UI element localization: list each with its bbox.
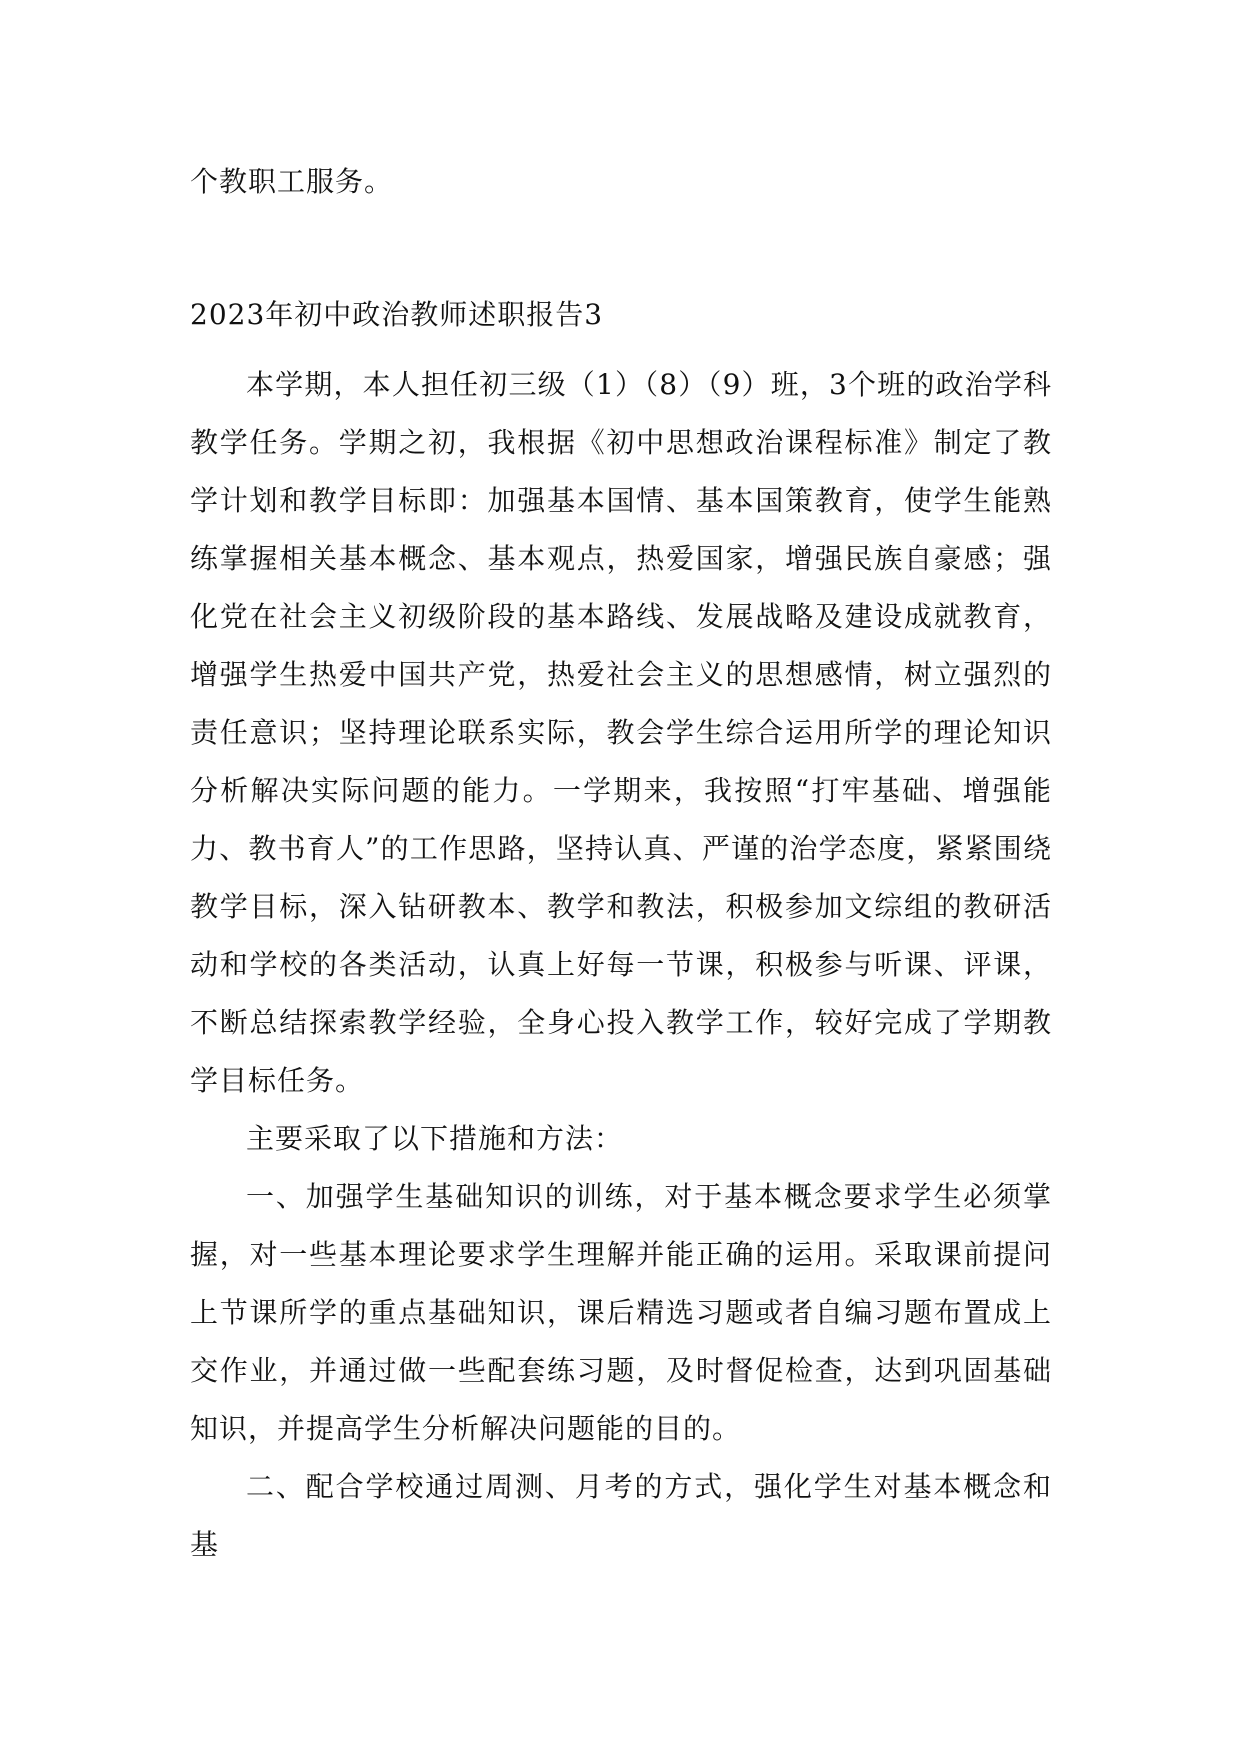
report-title: 2023年初中政治教师述职报告3	[190, 298, 604, 331]
paragraph-measure-1: 一、加强学生基础知识的训练，对于基本概念要求学生必须掌握，对一些基本理论要求学生理解并能正确的运用。采取课前提问上节课所学的重点基础知识，课后精选习题或者自编习题布置成上交作业，并通过做一些配套练习题，及时督促检查，达到巩固基础知识，并提高学生分析解决问题能的目的。	[190, 1180, 1052, 1445]
paragraph-intro: 本学期，本人担任初三级（1）（8）（9）班，3个班的政治学科教学任务。学期之初，我根据《初中思想政治课程标准》制定了教学计划和教学目标即：加强基本国情、基本国策教育，使学生能熟练掌握相关基本概念、基本观点，热爱国家，增强民族自豪感；强化党在社会主义初级阶段的基本路线、发展战略及建设成就教育，增强学生热爱中国共产党，热爱社会主义的思想感情，树立强烈的责任意识；坚持理论联系实际，教会学生综合运用所学的理论知识分析解决实际问题的能力。一学期来，我按照“打牢基础、增强能力、教书育人”的工作思路，坚持认真、严谨的治学态度，紧紧围绕教学目标，深入钻研教本、教学和教法，积极参加文综组的教研活动和学校的各类活动，认真上好每一节课，积极参与听课、评课，不断总结探索教学经验，全身心投入教学工作，较好完成了学期教学目标任务。	[190, 368, 1052, 1097]
paragraph-measure-2: 二、配合学校通过周测、月考的方式，强化学生对基本概念和基	[190, 1470, 1052, 1561]
continuation-text: 个教职工服务。	[190, 165, 394, 198]
report-body	[190, 356, 1052, 1574]
paragraph-measures-heading: 主要采取了以下措施和方法：	[246, 1122, 624, 1155]
